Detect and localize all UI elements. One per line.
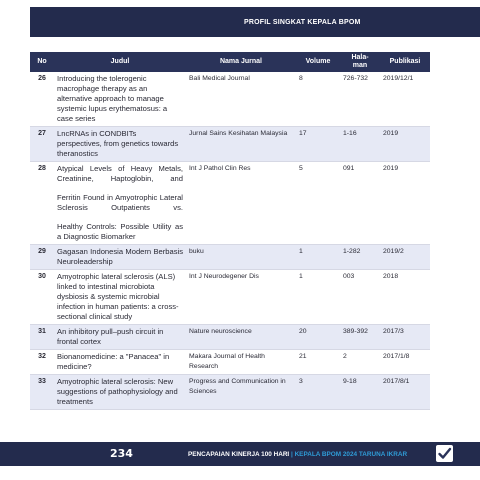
col-header-judul: Judul [54, 52, 186, 72]
row-title [54, 325, 186, 350]
row-journal: Jurnal Sains Kesihatan Malaysia [186, 127, 296, 162]
row-journal: Makara Journal of Health Research [189, 353, 265, 370]
page-number: 234 [110, 447, 133, 460]
row-title [54, 162, 186, 245]
row-journal: Int J Pathol Clin Res [189, 165, 251, 172]
row-title [54, 72, 186, 127]
row-title [54, 245, 186, 270]
col-header-jurnal: Nama Jurnal [186, 52, 296, 72]
row-title [54, 375, 186, 410]
row-published: 2019/2 [380, 245, 430, 270]
col-header-halaman: Hala- man [340, 52, 380, 72]
row-volume: 1 [296, 245, 340, 270]
row-published: 2018 [383, 273, 399, 280]
table-header-row [30, 52, 430, 72]
row-title-paragraph: Gagasan Indonesia Modern Berbasis Neuroleadership [57, 247, 183, 266]
row-volume: 20 [296, 325, 340, 350]
row-journal: Bali Medical Journal [189, 75, 250, 82]
row-pages: 1-16 [340, 127, 380, 162]
table-row [30, 350, 430, 375]
table-row [30, 325, 430, 350]
row-published: 2017/3 [380, 325, 430, 350]
row-title-paragraph: Introducing the tolerogenic macrophage therapy as an alternative approach to manage systemic lupus erythematosus: a case series [57, 74, 168, 123]
row-title [54, 127, 186, 162]
row-title [54, 270, 186, 325]
footer-accent-text: KEPALA BPOM 2024 TARUNA IKRAR [294, 451, 408, 458]
table-row [30, 72, 430, 127]
row-volume: 5 [299, 165, 303, 172]
row-title-paragraph: Amyotrophic lateral sclerosis: New suggestions of pathophysiology and treatments [57, 377, 178, 406]
row-pages: 726-732 [343, 75, 368, 82]
row-title-paragraph: LncRNAs in CONDBITs perspectives, from genetics towards theranostics [57, 129, 179, 158]
table-row [30, 245, 430, 270]
row-published: 2019 [380, 127, 430, 162]
row-published: 2017/8/1 [380, 375, 430, 410]
row-pages: 389-392 [340, 325, 380, 350]
row-title-paragraph: Amyotrophic lateral sclerosis (ALS) linked to intestinal microbiota dysbiosis & systemic microbial infection in human patients: a cross-sectional clinical study [57, 272, 179, 321]
row-journal: Progress and Communication in Sciences [186, 375, 296, 410]
row-pages: 9-18 [340, 375, 380, 410]
row-title [54, 350, 186, 375]
check-mark-icon [436, 445, 453, 462]
row-pages: 1-282 [340, 245, 380, 270]
footer-title [188, 451, 407, 458]
row-number: 30 [38, 273, 46, 280]
row-volume: 3 [296, 375, 340, 410]
table-row [30, 127, 430, 162]
row-pages: 2 [343, 353, 347, 360]
table-row [30, 375, 430, 410]
row-published: 2019/12/1 [383, 75, 414, 82]
row-journal: Nature neuroscience [186, 325, 296, 350]
col-header-publikasi: Publikasi [380, 52, 430, 72]
col-header-no: No [30, 52, 54, 72]
row-published: 2019 [383, 165, 399, 172]
footer-main-text: PENCAPAIAN KINERJA 100 HARI [188, 451, 290, 458]
row-published: 2017/1/8 [383, 353, 410, 360]
row-volume: 21 [299, 353, 307, 360]
row-title-paragraph: Ferritin Found in Amyotrophic Lateral Sclerosis Outpatients vs. [57, 193, 183, 212]
row-pages: 091 [343, 165, 355, 172]
row-number: 27 [30, 127, 54, 162]
row-title-paragraph: Bionanomedicine: a "Panacea" in medicine? [57, 352, 170, 371]
row-volume: 17 [296, 127, 340, 162]
row-number: 29 [30, 245, 54, 270]
row-pages: 003 [343, 273, 355, 280]
row-volume: 1 [299, 273, 303, 280]
publications-table [30, 52, 430, 410]
row-title-paragraph: Atypical Levels of Heavy Metals, Creatinine, Haptoglobin, and [57, 164, 183, 183]
footer-separator: | [289, 451, 295, 458]
row-volume: 8 [299, 75, 303, 82]
table-row [30, 270, 430, 325]
row-number: 33 [30, 375, 54, 410]
table-row [30, 162, 430, 245]
row-number: 31 [30, 325, 54, 350]
row-number: 32 [38, 353, 46, 360]
row-number: 28 [38, 165, 46, 172]
row-journal: buku [186, 245, 296, 270]
row-title-paragraph: An inhibitory pull–push circuit in frontal cortex [57, 327, 164, 346]
col-header-volume: Volume [296, 52, 340, 72]
row-title-paragraph: Healthy Controls: Possible Utility as a Diagnostic Biomarker [57, 222, 183, 241]
row-journal: Int J Neurodegener Dis [189, 273, 259, 280]
row-number: 26 [38, 75, 46, 82]
page-header-title: PROFIL SINGKAT KEPALA BPOM [244, 19, 361, 26]
